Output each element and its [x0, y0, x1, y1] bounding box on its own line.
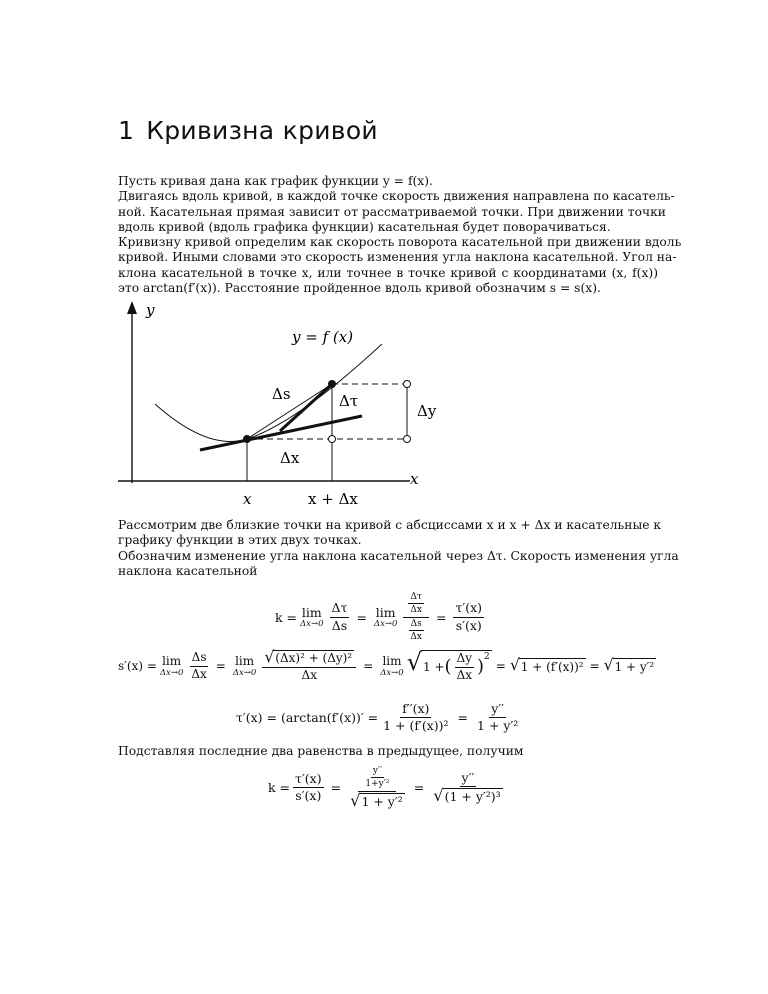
section-title: Кривизна кривой	[146, 116, 378, 145]
point-x	[243, 435, 251, 443]
section-heading	[118, 116, 378, 145]
x-tick-label: x	[243, 490, 252, 508]
x-axis-label: x	[410, 470, 419, 488]
limit: lim Δx→0	[380, 654, 404, 678]
ds-label: Δs	[272, 385, 291, 403]
after-paragraph	[118, 744, 658, 759]
fraction: $\frac{\Delta s}{\Delta x}$	[191, 650, 207, 681]
limit: lim Δx→0	[300, 605, 324, 629]
intro-line: Пусть кривая дана как график функции y = f(x).	[118, 174, 433, 188]
nested-fraction: $\frac{\frac{\Delta\tau}{\Delta x}}{\frac{\Delta s}{\Delta x}}$	[403, 592, 429, 642]
formula-s: s′(x) = lim Δx→0 $\frac{\Delta s}{\Delta x}$ = lim Δx→0 √ (Δx)² + (Δy)² Δx = lim Δx→0 √ 1 + ( $\frac{\Delta y}{\Delta x}$ ) $^2$ = √ 1 + (f′(x))² = √ 1 + y′²	[118, 648, 655, 682]
fraction: $\frac{\Delta\tau}{\Delta s}$	[331, 600, 348, 633]
fraction: $\frac{\tau'(x)}{s'(x)}$	[455, 600, 483, 633]
section-number: 1	[118, 116, 135, 145]
intro-line: ной. Касательная прямая зависит от рассматриваемой точки. При движении точки	[118, 204, 666, 219]
dx-label: Δx	[280, 449, 300, 467]
formula-tau-lhs: τ′(x) = (arctan(f′(x))′ =	[236, 710, 379, 726]
middle-line: Рассмотрим две близкие точки на кривой с абсциссами x и x + Δx и касательные к	[118, 518, 662, 532]
intro-paragraph	[118, 174, 682, 296]
formula-k: k = lim Δx→0 $\frac{\Delta\tau}{\Delta s}$ = lim Δx→0 $\frac{\frac{\Delta\tau}{\Delta x}}{\frac{\Delta s}{\Delta x}}$ = $\frac{\tau'(x)}{s'(x)}$	[275, 592, 483, 643]
formula-final-lhs: k =	[268, 780, 291, 796]
formula-s-lhs: s′(x) =	[118, 659, 157, 674]
formula-tau: τ′(x) = (arctan(f′(x))′ = $\frac{f''(x)}{\text{1 + (f′(x))²}}$ = $\frac{y''}{\text{1 + y′²}}$	[236, 701, 519, 734]
middle-line: Обозначим изменение угла наклона касательной через Δτ. Скорость изменения угла	[118, 548, 679, 563]
intro-line: вдоль кривой (вдоль графика функции) касательная будет поворачиваться.	[118, 219, 611, 234]
intro-line: кривой. Иными словами это скорость изменения угла наклона касательной. Угол на-	[118, 250, 677, 265]
x-dx-marker	[329, 436, 336, 443]
limit: lim Δx→0	[373, 605, 398, 629]
sqrt: √ 1 + ( $\frac{\Delta y}{\Delta x}$ ) $^2$	[406, 648, 490, 682]
sqrt: √ 1 + (f′(x))²	[509, 656, 584, 675]
middle-line: графику функции в этих двух точках.	[118, 533, 362, 548]
after-line: Подставляя последние два равенства в предыдущее, получим	[118, 744, 524, 758]
nested-fraction: $\frac{y''}{\text{1+y′²}}$ √ 1 + y′²	[350, 766, 403, 810]
fraction: $\frac{y''}{\text{1 + y′²}}$	[477, 701, 519, 734]
fraction: $\frac{f''(x)}{\text{1 + (f′(x))²}}$	[383, 701, 449, 734]
intro-line: Двигаясь вдоль кривой, в каждой точке скорость движения направлена по касатель-	[118, 189, 675, 204]
dy-label: Δy	[417, 402, 437, 420]
tangent-figure	[110, 298, 440, 514]
fraction: $\frac{\tau'(x)}{s'(x)}$	[295, 770, 322, 804]
middle-paragraph	[118, 518, 679, 579]
intro-line: это arctan(f′(x)). Расстояние пройденное вдоль кривой обозначим s = s(x).	[118, 281, 601, 296]
limit: lim Δx→0	[232, 654, 257, 678]
intro-line: клона касательной в точке x, или точнее в точке кривой с координатами (x, f(x))	[118, 265, 658, 280]
middle-line: наклона касательной	[118, 563, 258, 578]
x-dx-tick-label: x + Δx	[308, 490, 358, 508]
sqrt: √ 1 + y′²	[603, 656, 655, 675]
fraction: y′′ √ (1 + y′²)³	[433, 769, 501, 806]
curve-label: y = f (x)	[292, 328, 354, 346]
dy-bottom-marker	[404, 436, 411, 443]
point-x-dx	[328, 380, 336, 388]
dtau-label: Δτ	[339, 392, 359, 410]
y-axis-arrow	[127, 301, 137, 314]
formula-k-lhs: k =	[275, 609, 298, 625]
dy-top-marker	[404, 381, 411, 388]
fraction: √ (Δx)² + (Δy)² Δx	[262, 650, 356, 683]
y-axis-label: y	[146, 301, 155, 319]
limit: lim Δx→0	[159, 654, 184, 678]
intro-line: Кривизну кривой определим как скорость поворота касательной при движении вдоль	[118, 235, 682, 250]
tangent-line-x	[200, 416, 362, 450]
formula-final: k = $\frac{\tau'(x)}{s'(x)}$ = $\frac{y''}{\text{1+y′²}}$ √ 1 + y′² = y′′ √ (1 + y′²)³	[268, 766, 508, 809]
